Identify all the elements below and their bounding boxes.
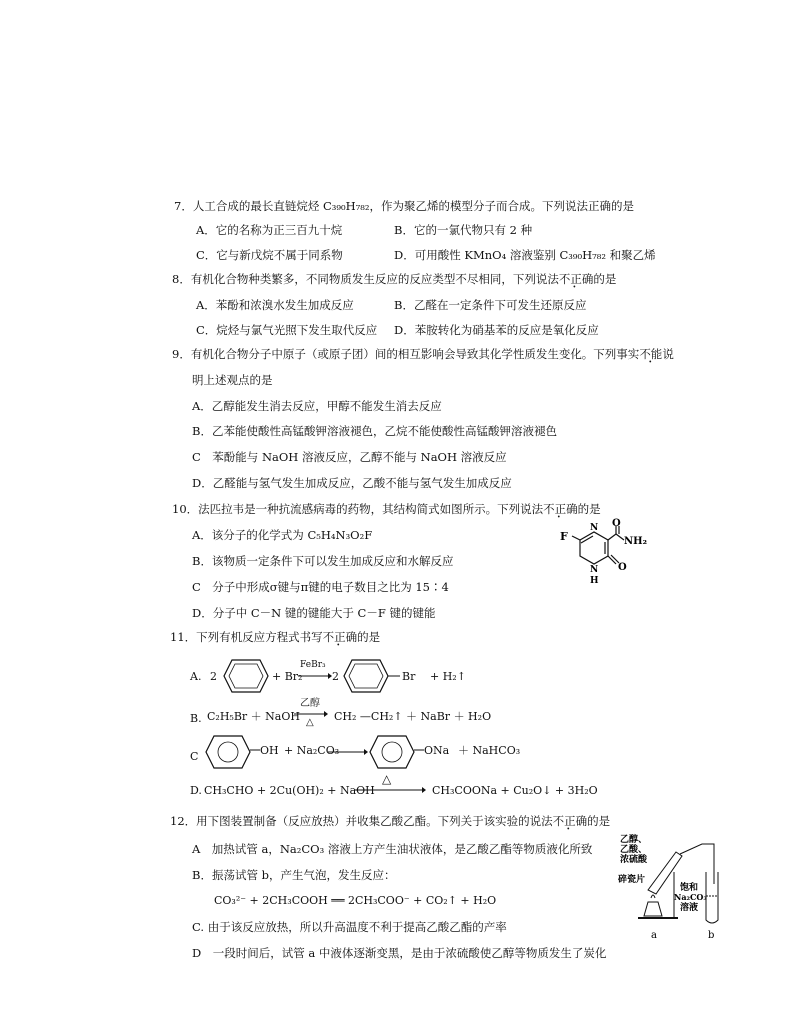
q11-a-prod-coef: 2 xyxy=(332,670,339,683)
q10-stem: 10．法匹拉韦是一种抗流感病毒的药物，其结构简式如图所示。下列说法不正确的是 xyxy=(172,502,601,516)
q12-option-b-equation: CO₃²⁻ + 2CH₃COOH ══ 2CH₃COO⁻ + CO₂↑ + H₂O xyxy=(214,894,497,907)
struct-nh2: NH₂ xyxy=(624,536,647,547)
q7-stem: 7．人工合成的最长直链烷烃 C₃₉₀H₇₈₂，作为聚乙烯的模型分子而合成。下列说法正确的是 xyxy=(174,199,634,213)
fig-reagent-1: 乙醇、 xyxy=(620,835,648,845)
q11-b-right: CH₂ —CH₂↑ ＋ NaBr ＋ H₂O xyxy=(334,710,492,723)
q8-option-c: C．烷烃与氯气光照下发生取代反应 xyxy=(196,323,378,337)
fig-reagent-2: 乙酸、 xyxy=(620,845,648,855)
q11-b-cond-top: 乙醇 xyxy=(300,698,320,709)
q12-option-d: D 一段时间后，试管 a 中液体逐渐变黑，是由于浓硫酸使乙醇等物质发生了炭化 xyxy=(192,946,607,960)
q8-stem: 8．有机化合物种类繁多，不同物质发生反应的反应类型不尽相同，下列说法不正确的是 xyxy=(172,272,617,286)
q11-c-ona: ONa xyxy=(424,744,450,757)
q7-option-a: A．它的名称为正三百九十烷 xyxy=(196,223,343,237)
q11-a-label: A. xyxy=(190,670,202,683)
struct-n-bottom: N xyxy=(590,565,599,575)
q11-d-right: CH₃COONa + Cu₂O↓ + 3H₂O xyxy=(432,784,598,797)
q9-option-d: D．乙醛能与氢气发生加成反应，乙酸不能与氢气发生加成反应 xyxy=(192,476,512,490)
fig-sol-1: 饱和 xyxy=(680,883,699,893)
struct-f: F xyxy=(560,530,568,543)
fig-reagent-3: 浓硫酸 xyxy=(620,855,648,865)
q11-c-oh: OH xyxy=(260,744,279,757)
apparatus-figure xyxy=(618,832,724,942)
q11-a-arrow xyxy=(298,672,332,680)
q9-stem-cont: 明上述观点的是 xyxy=(192,373,273,387)
q8-option-a: A．苯酚和浓溴水发生加成反应 xyxy=(196,298,354,312)
q8-option-d: D．苯胺转化为硝基苯的反应是氧化反应 xyxy=(394,323,599,337)
q7-option-c: C．它与新戊烷不属于同系物 xyxy=(196,248,343,262)
q10-option-c: C 分子中形成σ键与π键的电子数目之比为 15∶4 xyxy=(192,580,449,594)
q12-stem: 12．用下图装置制备（反应放热）并收集乙酸乙酯。下列关于该实验的说法不正确的是 xyxy=(170,814,611,828)
benzene-ring-icon xyxy=(342,656,390,696)
q11-b-cond-bot: △ xyxy=(306,717,314,728)
favipiravir-structure xyxy=(548,518,647,594)
fig-label-b: b xyxy=(708,930,715,941)
q11-a-bond xyxy=(388,672,402,680)
fig-sol-2: Na₂CO₃ xyxy=(674,892,707,902)
q11-c-na2co3: + Na₂CO₃ xyxy=(284,744,340,757)
q9-option-a: A．乙醇能发生消去反应，甲醇不能发生消去反应 xyxy=(192,399,442,413)
benzene-ring-icon xyxy=(368,732,416,772)
q11-d-label: D. xyxy=(190,784,202,797)
q11-b-left: C₂H₅Br ＋ NaOH xyxy=(207,710,300,723)
q10-option-d: D．分子中 C－N 键的键能大于 C－F 键的键能 xyxy=(192,606,436,620)
q11-a-br: Br xyxy=(402,670,416,683)
q11-d-arrow xyxy=(354,786,426,794)
fig-sol-3: 溶液 xyxy=(680,903,699,913)
fig-label-a: a xyxy=(651,930,657,941)
struct-h: H xyxy=(590,576,599,586)
q12-option-b: B．振荡试管 b，产生气泡，发生反应： xyxy=(192,868,396,882)
q11-c-arrow xyxy=(328,748,368,756)
q11-c-label: C xyxy=(190,750,199,763)
q9-option-c: C 苯酚能与 NaOH 溶液反应，乙醇不能与 NaOH 溶液反应 xyxy=(192,450,507,464)
q9-option-b: B．乙苯能使酸性高锰酸钾溶液褪色，乙烷不能使酸性高锰酸钾溶液褪色 xyxy=(192,424,557,438)
q11-d-left: CH₃CHO + 2Cu(OH)₂ + NaOH xyxy=(204,784,375,797)
benzene-ring-icon xyxy=(222,656,270,696)
struct-n-top: N xyxy=(590,523,599,533)
q11-a-coef: 2 xyxy=(210,670,217,683)
struct-o1: O xyxy=(612,518,621,529)
q8-option-b: B．乙醛在一定条件下可发生还原反应 xyxy=(394,298,587,312)
q7-option-d: D．可用酸性 KMnO₄ 溶液鉴别 C₃₉₀H₇₈₂ 和聚乙烯 xyxy=(394,248,656,262)
q11-a-br2: + Br₂ xyxy=(272,670,303,683)
q12-option-c: C. 由于该反应放热，所以升高温度不利于提高乙酸乙酯的产率 xyxy=(192,920,507,934)
q11-a-catalyst: FeBr₃ xyxy=(300,660,326,670)
q10-option-a: A．该分子的化学式为 C₅H₄N₃O₂F xyxy=(192,528,373,542)
q11-stem: 11．下列有机反应方程式书写不正确的是 xyxy=(170,630,381,644)
q7-option-b: B．它的一氯代物只有 2 种 xyxy=(394,223,533,237)
fig-chips-label: 碎瓷片 xyxy=(618,875,646,885)
q11-c-nahco3: ＋ NaHCO₃ xyxy=(458,744,521,757)
q11-a-h2: + H₂↑ xyxy=(430,670,466,683)
benzene-ring-icon xyxy=(204,732,252,772)
q11-b-label: B. xyxy=(190,712,202,725)
q11-d-cond: △ xyxy=(382,772,392,786)
struct-o2: O xyxy=(618,562,627,573)
q9-stem: 9．有机化合物分子中原子（或原子团）间的相互影响会导致其化学性质发生变化。下列事实不能说 xyxy=(172,347,674,361)
q12-option-a: A 加热试管 a，Na₂CO₃ 溶液上方产生油状液体，是乙酸乙酯等物质液化所致 xyxy=(192,842,593,856)
q10-option-b: B．该物质一定条件下可以发生加成反应和水解反应 xyxy=(192,554,454,568)
